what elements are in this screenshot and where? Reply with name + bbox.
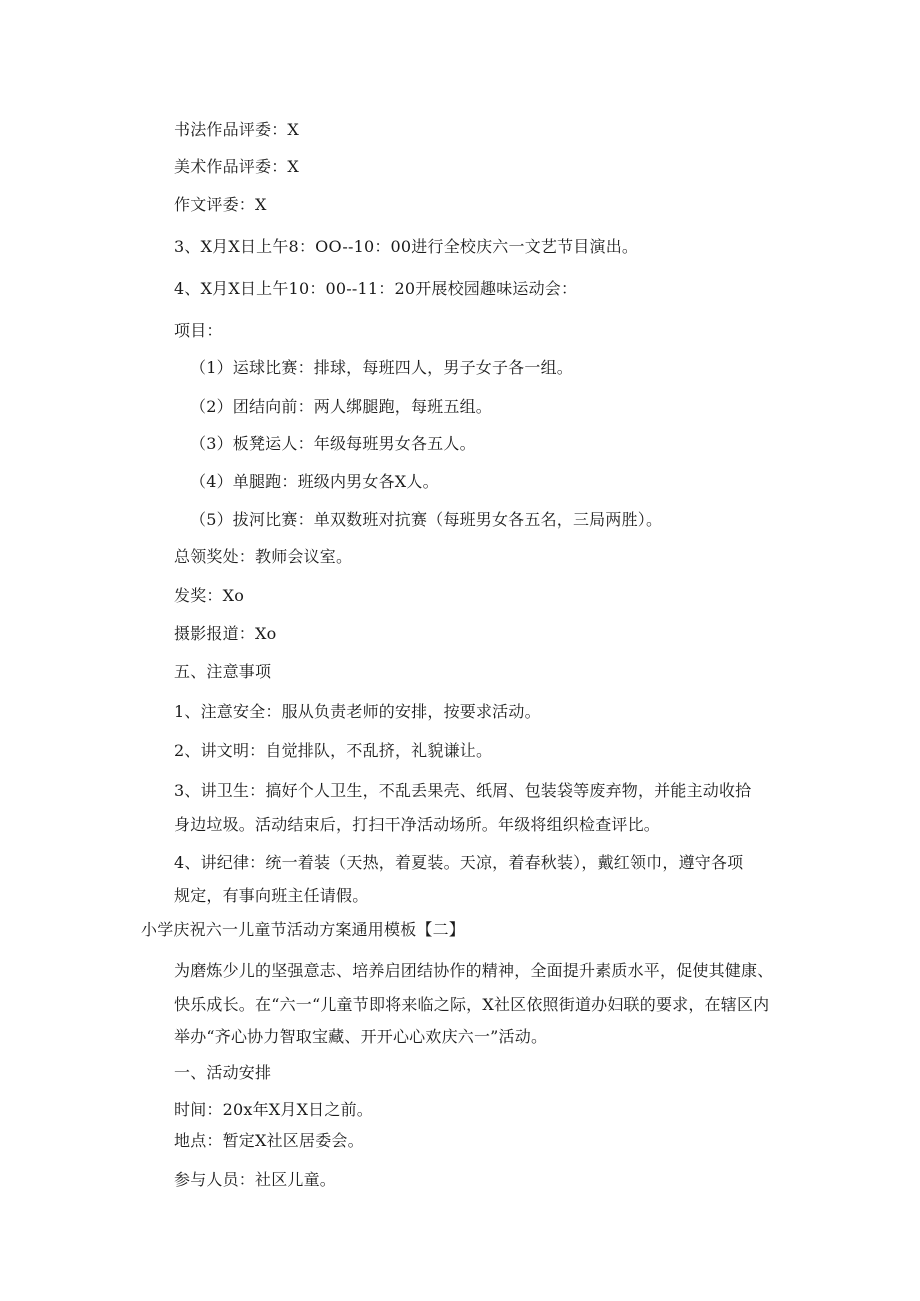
award-giver-line: 发奖：Xo bbox=[174, 586, 245, 605]
section-1-heading: 一、活动安排 bbox=[174, 1063, 272, 1082]
award-place-line: 总领奖处：教师会议室。 bbox=[174, 547, 353, 566]
judge-calligraphy-line: 书法作品评委：X bbox=[174, 120, 299, 139]
participants-line: 参与人员：社区儿童。 bbox=[174, 1170, 337, 1189]
project-2-line: （2）团结向前：两人绑腿跑，每班五组。 bbox=[190, 397, 492, 416]
section-5-heading: 五、注意事项 bbox=[174, 662, 272, 681]
item-4-line: 4、X月X日上午10：00--11：20开展校园趣味运动会： bbox=[174, 279, 578, 298]
item-3-line: 3、X月X日上午8：OO--10：00进行全校庆六一文艺节目演出。 bbox=[174, 237, 639, 256]
note-3-line-b: 身边垃圾。活动结束后，打扫干净活动场所。年级将组织检查评比。 bbox=[174, 815, 661, 834]
time-line: 时间：20x年X月X日之前。 bbox=[174, 1100, 373, 1119]
project-5-line: （5）拔河比赛：单双数班对抗赛（每班男女各五名，三局两胜）。 bbox=[190, 510, 663, 529]
intro-line-c: 举办“齐心协力智取宝藏、开开心心欢庆六一”活动。 bbox=[174, 1027, 548, 1046]
template-2-heading: 小学庆祝六一儿童节活动方案通用模板【二】 bbox=[141, 920, 466, 939]
intro-line-b: 快乐成长。在“六一“儿童节即将来临之际，X社区依照街道办妇联的要求，在辖区内 bbox=[174, 995, 770, 1014]
note-4-line-b: 规定，有事向班主任请假。 bbox=[174, 886, 369, 905]
place-line: 地点：暂定X社区居委会。 bbox=[174, 1131, 364, 1150]
project-3-line: （3）板凳运人：年级每班男女各五人。 bbox=[190, 434, 476, 453]
note-4-line-a: 4、讲纪律：统一着装（天热，着夏装。天凉，着春秋装），戴红领巾，遵守各项 bbox=[174, 853, 744, 872]
intro-line-a: 为磨炼少儿的坚强意志、培养启团结协作的精神，全面提升素质水平，促使其健康、 bbox=[174, 961, 774, 980]
projects-label: 项目： bbox=[174, 321, 223, 340]
judge-essay-line: 作文评委：X bbox=[174, 195, 267, 214]
project-1-line: （1）运球比赛：排球，每班四人，男子女子各一组。 bbox=[190, 358, 573, 377]
note-1-line: 1、注意安全：服从负责老师的安排，按要求活动。 bbox=[174, 702, 541, 721]
note-2-line: 2、讲文明：自觉排队，不乱挤，礼貌谦让。 bbox=[174, 741, 493, 760]
project-4-line: （4）单腿跑：班级内男女各X人。 bbox=[190, 472, 439, 491]
photo-report-line: 摄影报道：Xo bbox=[174, 624, 277, 643]
judge-art-line: 美术作品评委：X bbox=[174, 157, 299, 176]
note-3-line-a: 3、讲卫生：搞好个人卫生，不乱丢果壳、纸屑、包装袋等废弃物，并能主动收拾 bbox=[174, 781, 752, 800]
